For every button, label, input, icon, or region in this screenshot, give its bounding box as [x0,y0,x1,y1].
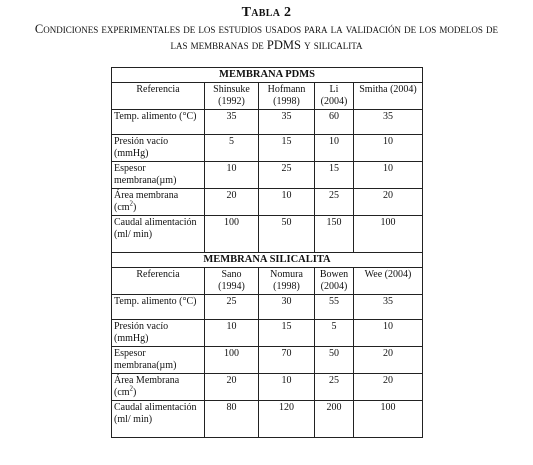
table-cell: 10 [315,135,354,162]
table-row [112,347,423,374]
table-cell: 10 [259,374,315,401]
table-cell: 10 [354,135,423,162]
table-row [112,320,423,347]
table-cell: 15 [259,135,315,162]
table-cell: 5 [315,320,354,347]
table-cell: 70 [259,347,315,374]
section-title-pdms: MEMBRANA PDMS [112,68,423,83]
table-cell: 55 [315,295,354,320]
table-cell: 150 [315,216,354,253]
table-row [112,162,423,189]
table-cell: 200 [315,401,354,438]
table-cell: 10 [205,162,259,189]
table-cell: 35 [354,110,423,135]
section-title-silicalita: MEMBRANA SILICALITA [112,253,423,268]
table-cell: 50 [315,347,354,374]
section-header-silicalita [112,253,423,268]
row-label: Espesor membrana(µm) [112,162,205,189]
row-label: Caudal alimentación (ml/ min) [112,401,205,438]
table-cell: 100 [354,216,423,253]
study-header-row-pdms [112,83,423,110]
row-label: Espesor membrana(µm) [112,347,205,374]
table-cell: 50 [259,216,315,253]
table-row [112,110,423,135]
study-header: Nomura (1998) [259,268,315,295]
table-cell: 100 [354,401,423,438]
table-cell: 20 [354,374,423,401]
study-header: Li (2004) [315,83,354,110]
row-label-text: Área membrana (cm [114,190,179,213]
reference-header: Referencia [112,83,205,110]
section-header-pdms [112,68,423,83]
table-cell: 20 [205,374,259,401]
table-caption [0,4,533,53]
table-cell: 35 [205,110,259,135]
table-cell: 25 [205,295,259,320]
table-cell: 35 [354,295,423,320]
table-cell: 25 [259,162,315,189]
caption-line-1: Condiciones experimentales de los estudios usados para la validación de los modelos de [34,22,499,36]
table-number: Tabla 2 [241,5,292,20]
row-label: Temp. alimento (°C) [112,295,205,320]
table-cell: 60 [315,110,354,135]
table-cell: 20 [354,347,423,374]
table-cell: 5 [205,135,259,162]
reference-header: Referencia [112,268,205,295]
table-cell: 30 [259,295,315,320]
row-label [112,374,205,401]
table-cell: 10 [259,189,315,216]
study-header: Smitha (2004) [354,83,423,110]
table-row [112,216,423,253]
superscript: 2 [129,384,134,393]
table-cell: 10 [354,320,423,347]
table-cell: 100 [205,216,259,253]
table-cell: 25 [315,374,354,401]
conditions-table [111,67,423,438]
study-header: Sano (1994) [205,268,259,295]
row-label-suffix: ) [133,202,137,213]
table-row [112,401,423,438]
table-cell: 15 [259,320,315,347]
table-row [112,189,423,216]
study-header: Hofmann (1998) [259,83,315,110]
table-cell: 10 [354,162,423,189]
superscript: 2 [129,199,134,208]
table-cell: 15 [315,162,354,189]
row-label-text: Área Membrana (cm [114,375,180,398]
table-cell: 35 [259,110,315,135]
table-row [112,374,423,401]
table-cell: 20 [205,189,259,216]
study-header: Wee (2004) [354,268,423,295]
row-label: Caudal alimentación (ml/ min) [112,216,205,253]
table-cell: 80 [205,401,259,438]
table-row [112,295,423,320]
study-header: Bowen (2004) [315,268,354,295]
table-cell: 100 [205,347,259,374]
table-row [112,135,423,162]
study-header: Shinsuke (1992) [205,83,259,110]
row-label: Presión vacío (mmHg) [112,135,205,162]
table-cell: 20 [354,189,423,216]
row-label [112,189,205,216]
row-label: Presión vacío (mmHg) [112,320,205,347]
table-cell: 10 [205,320,259,347]
row-label-suffix: ) [133,387,137,398]
caption-line-2: las membranas de PDMS y silicalita [170,38,363,52]
row-label: Temp. alimento (°C) [112,110,205,135]
table-cell: 120 [259,401,315,438]
table-cell: 25 [315,189,354,216]
study-header-row-silicalita [112,268,423,295]
